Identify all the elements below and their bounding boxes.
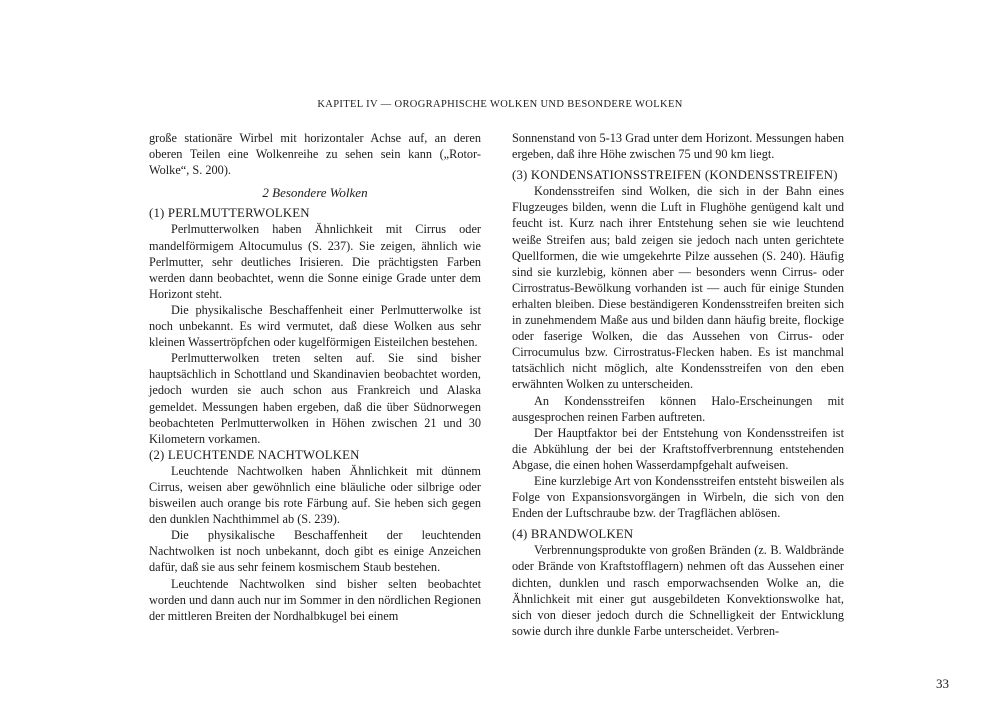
left-column bbox=[149, 130, 481, 624]
paragraph: Verbrennungsprodukte von großen Bränden (z. B. Waldbrände oder Brände von Kraftstofflagern) nehmen oft das Aussehen einer dichten, dunklen und rasch emporwachsenden Wolke an, die Ähnlichkeit mit einer gut ausgebildeten Konvektionswolke hat, sich von dieser jedoch durch die Schnelligkeit der Entwicklung sowie durch ihre dunkle Farbe unterscheidet. Verbren- bbox=[512, 543, 844, 638]
right-column bbox=[512, 130, 844, 639]
running-header: KAPITEL IV — OROGRAPHISCHE WOLKEN UND BESONDERE WOLKEN bbox=[317, 99, 683, 110]
paragraph: Perlmutterwolken haben Ähnlichkeit mit Cirrus oder mandelförmigem Altocumulus (S. 237). Sie zeigen, ähnlich wie Perlmutter, sehr deutliches Irisieren. Die prächtigsten Farben werden dann beobachtet, wenn die Sonne einige Grade unter dem Horizont steht. bbox=[149, 222, 481, 301]
intro-paragraph: Sonnenstand von 5-13 Grad unter dem Horizont. Messungen haben ergeben, daß ihre Höhe zwischen 75 und 90 km liegt. bbox=[512, 131, 844, 162]
paragraph: An Kondensstreifen können Halo-Erscheinungen mit ausgesprochen reinen Farben auftreten. bbox=[512, 393, 844, 424]
section-title: 2 Besondere Wolken bbox=[262, 185, 368, 201]
heading-brandwolken: (4) BRANDWOLKEN bbox=[512, 527, 634, 542]
paragraph: Leuchtende Nachtwolken sind bisher selten beobachtet worden und dann auch nur im Sommer in den nördlichen Regionen der mittleren Breiten der Nordhalbkugel bei einem bbox=[149, 576, 481, 623]
paragraph: Der Hauptfaktor bei der Entstehung von Kondensstreifen ist die Abkühlung der bei der Kraftstoffverbrennung entstehenden Abgase, die einen hohen Wasserdampfgehalt aufweisen. bbox=[512, 425, 844, 472]
heading-perlmutterwolken: (1) PERLMUTTERWOLKEN bbox=[149, 206, 310, 221]
page-number: 33 bbox=[936, 676, 949, 691]
paragraph: Perlmutterwolken treten selten auf. Sie sind bisher hauptsächlich in Schottland und Skandinavien beobachtet worden, jedoch wurden sie auch schon aus Frankreich und Alaska gemeldet. Messungen haben ergeben, daß die über Südnorwegen beobachteten Perlmutterwolken in Höhen zwischen 21 und 30 Kilometern vorkamen. bbox=[149, 351, 481, 446]
paragraph: Die physikalische Beschaffenheit der leuchtenden Nachtwolken ist noch unbekannt, doch gibt es einige Anzeichen dafür, daß sie aus sehr feinem kosmischem Staub bestehen. bbox=[149, 528, 481, 575]
heading-leuchtende-nachtwolken: (2) LEUCHTENDE NACHTWOLKEN bbox=[149, 447, 360, 462]
paragraph: Kondensstreifen sind Wolken, die sich in der Bahn eines Flugzeuges bilden, wenn die Luft in Flughöhe genügend kalt und feucht ist. Kurz nach ihrer Entstehung sehen sie wie leuchtend weiße Streifen aus; bald zeigen sie jedoch nach unten gerichtete Quellformen, die wie umgekehrte Pilze aussehen (S. 240). Häufig sind sie kurzlebig, können aber — besonders wenn Cirrus- oder Cirrostratus-Bewölkung vorhanden ist — auch für einige Stunden erhalten bleiben. Diese beständigeren Kondensstreifen breiten sich in zunehmendem Maße aus und bilden dann häufig breite, flockige oder faserige Wolken, die das Aussehen von Cirrus- oder Cirrocumulus bzw. Cirrostratus-Flecken haben. Es ist manchmal tatsächlich nicht möglich, alte Kondensstreifen von den eben erwähnten Wolken zu unterscheiden. bbox=[512, 184, 844, 392]
paragraph: Eine kurzlebige Art von Kondensstreifen entsteht bisweilen als Folge von Expansionsvorgängen in Wirbeln, die sich von den Enden der Luftschraube bzw. der Tragflächen ablösen. bbox=[512, 473, 844, 521]
paragraph: Leuchtende Nachtwolken haben Ähnlichkeit mit dünnem Cirrus, weisen aber gewöhnlich eine bläuliche oder silbrige oder bisweilen auch orange bis rote Färbung auf. Sie heben sich gegen den dunklen Nachthimmel ab (S. 239). bbox=[149, 463, 481, 527]
paragraph: Die physikalische Beschaffenheit einer Perlmutterwolke ist noch unbekannt. Es wird vermutet, daß diese Wolken aus sehr kleinen Wassertröpfchen oder kugelförmigen Eisteilchen bestehen. bbox=[149, 302, 481, 350]
heading-kondensstreifen: (3) KONDENSATIONSSTREIFEN (KONDENSSTREIFEN) bbox=[512, 168, 838, 183]
intro-paragraph: große stationäre Wirbel mit horizontaler Achse auf, an deren oberen Teilen eine Wolkenreihe zu sehen sein kann („Rotor-Wolke“, S. 200). bbox=[149, 131, 481, 178]
